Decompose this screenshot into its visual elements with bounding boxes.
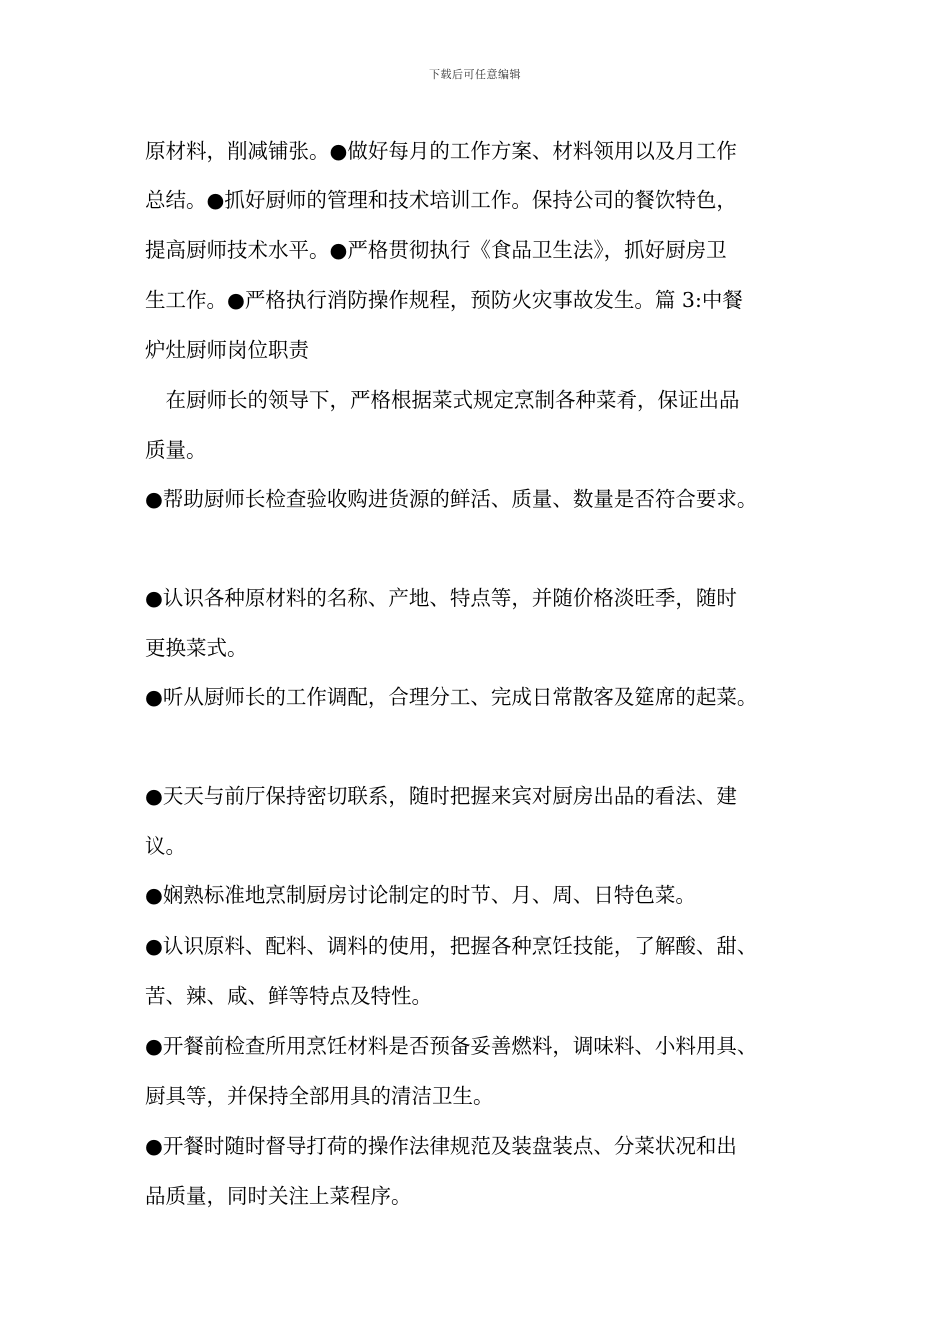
page-header: 下载后可任意编辑 bbox=[429, 68, 521, 81]
text-line: 提高厨师技术水平。●严格贯彻执行《食品卫生法》，抓好厨房卫 bbox=[145, 238, 727, 262]
text-line: ●娴熟标准地烹制厨房讨论制定的时节、月、周、日特色菜。 bbox=[145, 883, 696, 907]
text-line: ●听从厨师长的工作调配，合理分工、完成日常散客及筵席的起菜。 bbox=[145, 685, 758, 709]
text-line: 在厨师长的领导下，严格根据菜式规定烹制各种菜肴，保证出品 bbox=[145, 388, 740, 412]
text-line: 生工作。●严格执行消防操作规程，预防火灾事故发生。篇 3:中餐 bbox=[145, 288, 743, 312]
text-line: 总结。●抓好厨师的管理和技术培训工作。保持公司的餐饮特色， bbox=[145, 188, 737, 212]
text-line: 更换菜式。 bbox=[145, 636, 248, 660]
text-line: 议。 bbox=[145, 834, 186, 858]
text-line: 原材料，削减铺张。●做好每月的工作方案、材料领用以及月工作 bbox=[145, 139, 737, 163]
text-line: 质量。 bbox=[145, 438, 207, 462]
text-line: ●帮助厨师长检查验收购进货源的鲜活、质量、数量是否符合要求。 bbox=[145, 487, 758, 511]
text-line: 苦、辣、咸、鲜等特点及特性。 bbox=[145, 984, 432, 1008]
text-line: 品质量，同时关注上菜程序。 bbox=[145, 1184, 412, 1208]
text-line: ●认识各种原材料的名称、产地、特点等，并随价格淡旺季，随时 bbox=[145, 586, 737, 610]
text-line: 厨具等，并保持全部用具的清洁卫生。 bbox=[145, 1084, 494, 1108]
text-line: ●开餐时随时督导打荷的操作法律规范及装盘装点、分菜状况和出 bbox=[145, 1134, 737, 1158]
text-line: ●开餐前检查所用烹饪材料是否预备妥善燃料，调味料、小料用具、 bbox=[145, 1034, 758, 1058]
text-line: ●天天与前厅保持密切联系，随时把握来宾对厨房出品的看法、建 bbox=[145, 784, 737, 808]
text-line: 炉灶厨师岗位职责 bbox=[145, 338, 309, 362]
text-line: ●认识原料、配料、调料的使用，把握各种烹饪技能，了解酸、甜、 bbox=[145, 934, 758, 958]
